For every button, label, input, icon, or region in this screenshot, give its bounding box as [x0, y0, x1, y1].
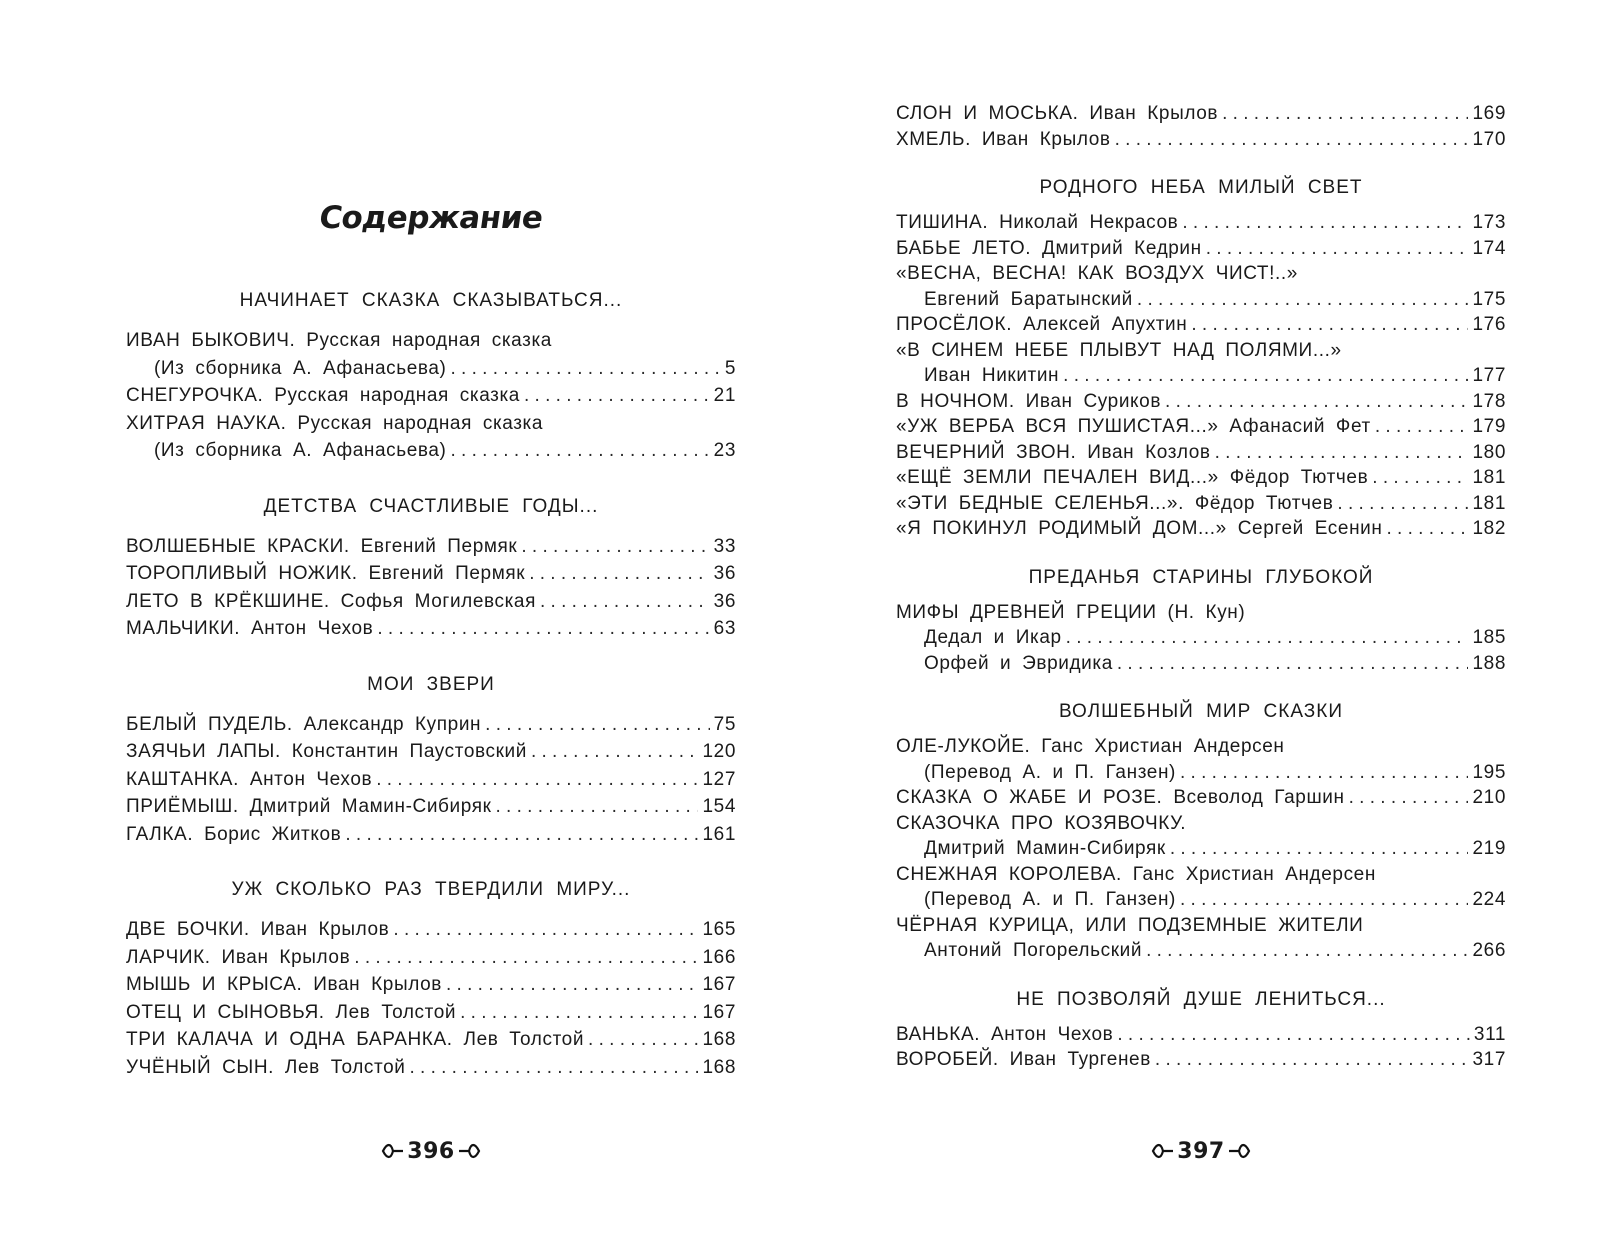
left-folio [126, 1138, 736, 1164]
entry-page-number: 63 [713, 618, 736, 639]
entry-page-number: 120 [702, 741, 736, 762]
dot-leader [1146, 938, 1468, 964]
toc-entry[interactable] [896, 938, 1506, 964]
section-title: УЖ СКОЛЬКО РАЗ ТВЕРДИЛИ МИРУ... [231, 879, 631, 900]
dot-leader [460, 999, 698, 1027]
entry-page-number: 165 [702, 919, 736, 940]
entry-title: (Из сборника А. Афанасьева) [154, 440, 447, 461]
dot-leader [485, 711, 710, 739]
dot-leader [1206, 236, 1469, 262]
dot-leader [1191, 312, 1468, 338]
entry-page-number: 75 [713, 713, 736, 735]
entry-title: (Перевод А. и П. Ганзен) [924, 761, 1176, 783]
entry-title: МАЛЬЧИКИ. Антон Чехов [126, 618, 374, 639]
entry-page-number: 170 [1472, 128, 1506, 150]
entry-title: ОЛЕ-ЛУКОЙЕ. Ганс Христиан Андерсен [896, 736, 1285, 757]
toc-section [126, 672, 736, 849]
dot-leader [446, 971, 699, 999]
entry-title: ТИШИНА. Николай Некрасов [896, 212, 1179, 233]
toc-section [896, 565, 1506, 677]
dot-leader [345, 821, 698, 849]
entry-page-number: 180 [1472, 441, 1506, 463]
toc-entry[interactable] [126, 615, 736, 643]
entry-page-number: 36 [713, 563, 736, 584]
dot-leader [1372, 465, 1468, 491]
section-title: ДЕТСТВА СЧАСТЛИВЫЕ ГОДЫ... [263, 495, 599, 517]
entry-title: ОТЕЦ И СЫНОВЬЯ. Лев Толстой [126, 1001, 457, 1023]
entry-page-number: 210 [1472, 787, 1506, 808]
entry-title: ТРИ КАЛАЧА И ОДНА БАРАНКА. Лев Толстой [126, 1029, 585, 1050]
right-page-number: 397 [1177, 1138, 1225, 1164]
entry-title: ЗАЯЧЬИ ЛАПЫ. Константин Паустовский [126, 741, 527, 762]
entry-page-number: 166 [702, 946, 736, 968]
entry-page-number: 181 [1472, 467, 1506, 488]
entry-page-number: 167 [702, 1001, 736, 1023]
dot-leader [1337, 491, 1468, 517]
entry-title: БАБЬЕ ЛЕТО. Дмитрий Кедрин [896, 237, 1202, 259]
entry-title: ЛЕТО В КРЁКШИНЕ. Софья Могилевская [126, 590, 536, 612]
dot-leader [524, 382, 710, 410]
toc-section [126, 288, 736, 465]
dot-leader [1180, 760, 1469, 786]
entry-title: ЛАРЧИК. Иван Крылов [126, 946, 351, 968]
entry-page-number: 21 [713, 385, 736, 406]
dot-leader [1386, 516, 1468, 542]
left-ornament-icon [381, 1141, 405, 1161]
section-title: НЕ ПОЗВОЛЯЙ ДУШЕ ЛЕНИТЬСЯ... [1016, 988, 1386, 1010]
toc-entry[interactable] [126, 1054, 736, 1082]
entry-page-number: 168 [702, 1029, 736, 1050]
entry-page-number: 185 [1472, 627, 1506, 648]
toc-entry[interactable] [126, 821, 736, 849]
dot-leader [377, 615, 709, 643]
toc-entry[interactable] [896, 651, 1506, 677]
toc-title: Содержание [316, 200, 546, 236]
toc-entry[interactable] [896, 440, 1506, 466]
toc-entry[interactable] [126, 766, 736, 794]
entry-title: ВОЛШЕБНЫЕ КРАСКИ. Евгений Пермяк [126, 535, 518, 557]
entry-page-number: 177 [1472, 365, 1506, 386]
entry-title: Орфей и Эвридика [924, 652, 1113, 674]
entry-page-number: 167 [702, 974, 736, 995]
entry-title: МЫШЬ И КРЫСА. Иван Крылов [126, 974, 442, 995]
entry-title: ВЕЧЕРНИЙ ЗВОН. Иван Козлов [896, 441, 1211, 463]
dot-leader [393, 916, 698, 944]
toc-entry[interactable] [896, 516, 1506, 542]
toc-entry[interactable] [126, 437, 736, 465]
dot-leader [354, 944, 698, 972]
toc-section [896, 987, 1506, 1073]
section-title: МОИ ЗВЕРИ [367, 673, 495, 695]
entry-title: СКАЗКА О ЖАБЕ И РОЗЕ. Всеволод Гаршин [896, 787, 1345, 808]
toc-entry[interactable] [896, 338, 1506, 364]
entry-page-number: 317 [1472, 1049, 1506, 1070]
entry-title: ВОРОБЕЙ. Иван Тургенев [896, 1049, 1151, 1070]
toc-entry[interactable] [896, 734, 1506, 760]
toc-entry[interactable] [126, 944, 736, 972]
dot-leader [1165, 389, 1468, 415]
section-title: ПРЕДАНЬЯ СТАРИНЫ ГЛУБОКОЙ [1028, 566, 1374, 588]
entry-title: «ЕЩЁ ЗЕМЛИ ПЕЧАЛЕН ВИД...» Фёдор Тютчев [896, 467, 1369, 488]
entry-page-number: 161 [702, 823, 736, 845]
entry-page-number: 224 [1472, 889, 1506, 910]
entry-page-number: 179 [1472, 416, 1506, 437]
toc-entry[interactable] [896, 600, 1506, 626]
dot-leader [451, 437, 710, 465]
toc-entry[interactable] [896, 913, 1506, 939]
dot-leader [531, 738, 699, 766]
dot-leader [409, 1054, 698, 1082]
toc-entry[interactable] [126, 1026, 736, 1054]
dot-leader [521, 533, 709, 561]
toc-entry[interactable] [126, 355, 736, 383]
entry-title: ХИТРАЯ НАУКА. Русская народная сказка [126, 412, 544, 434]
entry-page-number: 33 [713, 535, 736, 557]
toc-entry[interactable] [896, 236, 1506, 262]
dot-leader [1349, 785, 1469, 811]
toc-entry[interactable] [126, 327, 736, 355]
entry-page-number: 173 [1472, 212, 1506, 233]
entry-title: (Из сборника А. Афанасьева) [154, 357, 447, 379]
dot-leader [1117, 1022, 1470, 1048]
entry-title: «ВЕСНА, ВЕСНА! КАК ВОЗДУХ ЧИСТ!..» [896, 263, 1298, 284]
entry-title: ПРИЁМЫШ. Дмитрий Мамин-Сибиряк [126, 796, 492, 817]
toc-entry[interactable] [896, 312, 1506, 338]
toc-section [896, 699, 1506, 964]
toc-entry[interactable] [896, 785, 1506, 811]
entry-page-number: 36 [713, 590, 736, 612]
dot-leader [376, 766, 698, 794]
entry-page-number: 23 [713, 440, 736, 461]
entry-title: ДВЕ БОЧКИ. Иван Крылов [126, 919, 390, 940]
dot-leader [529, 560, 709, 588]
entry-title: «В СИНЕМ НЕБЕ ПЛЫВУТ НАД ПОЛЯМИ...» [896, 339, 1342, 361]
toc-entry[interactable] [896, 491, 1506, 517]
toc-entry[interactable] [126, 738, 736, 766]
dot-leader [451, 355, 721, 383]
entry-page-number: 175 [1472, 288, 1506, 310]
right-toc-column [896, 101, 1506, 1073]
entry-title: Иван Никитин [924, 365, 1060, 386]
toc-entry[interactable] [896, 210, 1506, 236]
toc-entry[interactable] [126, 711, 736, 739]
right-folio [896, 1138, 1506, 1164]
toc-entry[interactable] [896, 862, 1506, 888]
toc-entry[interactable] [896, 101, 1506, 127]
entry-title: МИФЫ ДРЕВНЕЙ ГРЕЦИИ (Н. Кун) [896, 601, 1246, 623]
entry-page-number: 174 [1472, 237, 1506, 259]
section-title: РОДНОГО НЕБА МИЛЫЙ СВЕТ [1039, 177, 1363, 198]
toc-entry[interactable] [896, 465, 1506, 491]
dot-leader [1137, 287, 1469, 313]
toc-entry[interactable] [896, 887, 1506, 913]
dot-leader [1117, 651, 1469, 677]
toc-entry[interactable] [126, 382, 736, 410]
entry-title: Дмитрий Мамин-Сибиряк [924, 838, 1166, 859]
dot-leader [1170, 836, 1469, 862]
toc-entry[interactable] [126, 560, 736, 588]
entry-title: ЧЁРНАЯ КУРИЦА, ИЛИ ПОДЗЕМНЫЕ ЖИТЕЛИ [896, 914, 1364, 936]
toc-entry[interactable] [896, 836, 1506, 862]
entry-title: «ЭТИ БЕДНЫЕ СЕЛЕНЬЯ...». Фёдор Тютчев [896, 492, 1334, 514]
right-ornament-icon [1227, 1141, 1251, 1161]
entry-title: БЕЛЫЙ ПУДЕЛЬ. Александр Куприн [126, 713, 482, 735]
left-page-number: 396 [407, 1138, 455, 1164]
toc-entry[interactable] [126, 588, 736, 616]
entry-page-number: 181 [1472, 492, 1506, 514]
dot-leader [1063, 363, 1468, 389]
entry-title: ТОРОПЛИВЫЙ НОЖИК. Евгений Пермяк [126, 563, 526, 584]
entry-title: Дедал и Икар [924, 627, 1062, 648]
entry-page-number: 5 [724, 357, 736, 379]
section-title: НАЧИНАЕТ СКАЗКА СКАЗЫВАТЬСЯ... [239, 290, 623, 311]
left-toc-column [126, 288, 736, 1081]
toc-entry[interactable] [126, 410, 736, 438]
dot-leader [1066, 625, 1469, 651]
entry-title: ПРОСЁЛОК. Алексей Апухтин [896, 314, 1188, 335]
entry-page-number: 176 [1472, 314, 1506, 335]
toc-section [896, 101, 1506, 152]
entry-title: КАШТАНКА. Антон Чехов [126, 768, 373, 790]
entry-title: СКАЗОЧКА ПРО КОЗЯВОЧКУ. [896, 812, 1187, 834]
entry-title: СНЕЖНАЯ КОРОЛЕВА. Ганс Христиан Андерсен [896, 863, 1376, 885]
entry-title: «Я ПОКИНУЛ РОДИМЫЙ ДОМ...» Сергей Есенин [896, 518, 1383, 539]
entry-title: ВАНЬКА. Антон Чехов [896, 1023, 1114, 1045]
toc-entry[interactable] [896, 1022, 1506, 1048]
entry-page-number: 127 [702, 768, 736, 790]
toc-entry[interactable] [126, 999, 736, 1027]
dot-leader [1222, 101, 1468, 127]
entry-title: Евгений Баратынский [924, 288, 1133, 310]
entry-page-number: 168 [702, 1056, 736, 1078]
toc-entry[interactable] [896, 811, 1506, 837]
entry-page-number: 311 [1473, 1023, 1506, 1045]
toc-entry[interactable] [126, 533, 736, 561]
right-ornament-icon [457, 1141, 481, 1161]
toc-entry[interactable] [896, 261, 1506, 287]
entry-title: (Перевод А. и П. Ганзен) [924, 889, 1176, 910]
left-ornament-icon [1151, 1141, 1175, 1161]
entry-page-number: 154 [702, 796, 736, 817]
toc-section [896, 175, 1506, 542]
toc-section [126, 877, 736, 1081]
dot-leader [540, 588, 710, 616]
toc-entry[interactable] [896, 1047, 1506, 1073]
dot-leader [496, 793, 699, 821]
entry-title: ХМЕЛЬ. Иван Крылов [896, 128, 1111, 150]
toc-entry[interactable] [896, 287, 1506, 313]
entry-title: УЧЁНЫЙ СЫН. Лев Толстой [126, 1056, 406, 1078]
toc-entry[interactable] [896, 389, 1506, 415]
entry-title: «УЖ ВЕРБА ВСЯ ПУШИСТАЯ...» Афанасий Фет [896, 416, 1371, 437]
toc-entry[interactable] [896, 363, 1506, 389]
dot-leader [1180, 887, 1469, 913]
toc-entry[interactable] [126, 793, 736, 821]
toc-entry[interactable] [126, 971, 736, 999]
entry-page-number: 266 [1472, 940, 1506, 961]
toc-entry[interactable] [126, 916, 736, 944]
dot-leader [1115, 127, 1469, 153]
entry-page-number: 195 [1472, 761, 1506, 783]
entry-page-number: 219 [1472, 838, 1506, 859]
entry-page-number: 178 [1472, 390, 1506, 412]
entry-title: ГАЛКА. Борис Житков [126, 823, 342, 845]
entry-title: ИВАН БЫКОВИЧ. Русская народная сказка [126, 330, 552, 351]
toc-entry[interactable] [896, 414, 1506, 440]
toc-entry[interactable] [896, 127, 1506, 153]
toc-entry[interactable] [896, 760, 1506, 786]
entry-title: В НОЧНОМ. Иван Суриков [896, 390, 1162, 412]
entry-title: СЛОН И МОСЬКА. Иван Крылов [896, 103, 1219, 124]
entry-page-number: 188 [1472, 652, 1506, 674]
dot-leader [1155, 1047, 1469, 1073]
entry-page-number: 182 [1472, 518, 1506, 539]
entry-page-number: 169 [1472, 103, 1506, 124]
entry-title: Антоний Погорельский [924, 940, 1143, 961]
section-title: ВОЛШЕБНЫЙ МИР СКАЗКИ [1059, 701, 1343, 722]
entry-title: СНЕГУРОЧКА. Русская народная сказка [126, 385, 520, 406]
toc-section [126, 494, 736, 643]
dot-leader [1375, 414, 1469, 440]
dot-leader [1182, 210, 1468, 236]
dot-leader [1215, 440, 1469, 466]
toc-entry[interactable] [896, 625, 1506, 651]
dot-leader [588, 1026, 698, 1054]
